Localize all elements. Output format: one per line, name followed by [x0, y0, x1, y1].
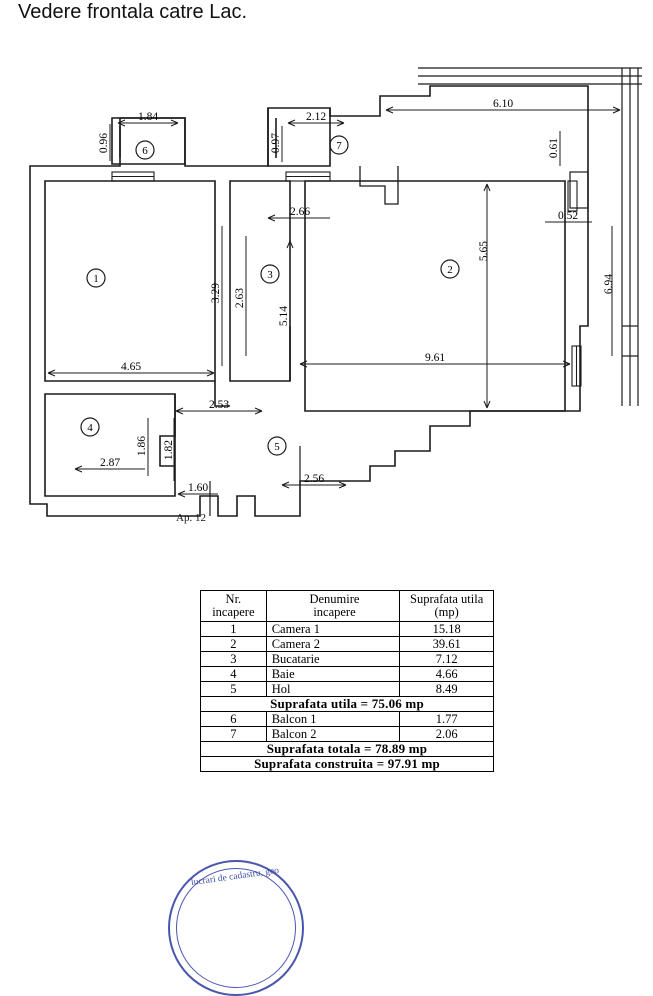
- svg-text:1.60: 1.60: [187, 482, 209, 494]
- table-row: 7 Balcon 2 2.06: [201, 727, 494, 742]
- svg-text:5.14: 5.14: [278, 305, 290, 327]
- svg-text:2: 2: [447, 264, 453, 276]
- page-title: Vedere frontala catre Lac.: [18, 1, 248, 23]
- subtotal-row: Suprafata utila = 75.06 mp: [201, 697, 494, 712]
- apartment-label: Ap. 12: [176, 512, 206, 524]
- svg-text:6.10: 6.10: [492, 98, 514, 110]
- svg-text:3.29: 3.29: [210, 282, 222, 304]
- svg-text:1.82: 1.82: [163, 439, 175, 461]
- table-row: 5 Hol 8.49: [201, 682, 494, 697]
- svg-text:6: 6: [142, 145, 148, 157]
- table-row: 3 Bucatarie 7.12: [201, 652, 494, 667]
- total-row: Suprafata totala = 78.89 mp: [201, 742, 494, 757]
- svg-text:1.84: 1.84: [137, 111, 159, 123]
- svg-text:9.61: 9.61: [424, 352, 446, 364]
- svg-text:0.61: 0.61: [548, 137, 560, 159]
- table-row: 6 Balcon 1 1.77: [201, 712, 494, 727]
- svg-text:4.65: 4.65: [120, 361, 142, 373]
- table-header-row: [201, 591, 494, 622]
- table-row: 4 Baie 4.66: [201, 667, 494, 682]
- built-area-row: Suprafata construita = 97.91 mp: [201, 757, 494, 772]
- header-suprafata: Suprafata utila (mp): [400, 591, 494, 622]
- table-row: 2 Camera 2 39.61: [201, 637, 494, 652]
- svg-text:0.96: 0.96: [98, 132, 110, 154]
- svg-text:0.97: 0.97: [270, 132, 282, 154]
- svg-text:1.86: 1.86: [136, 435, 148, 457]
- svg-text:4: 4: [87, 422, 93, 434]
- svg-text:2.87: 2.87: [99, 457, 121, 469]
- floor-plan-drawing: [0, 26, 653, 526]
- svg-text:0.52: 0.52: [557, 210, 579, 222]
- header-nr: Nr. incapere: [201, 591, 267, 622]
- header-denumire: Denumire incapere: [266, 591, 400, 622]
- cadastral-stamp-text: lucrari de cadastru, geo: [190, 865, 280, 889]
- svg-text:7: 7: [336, 140, 342, 152]
- svg-text:2.56: 2.56: [303, 473, 325, 485]
- svg-text:2.63: 2.63: [234, 287, 246, 309]
- svg-text:6.94: 6.94: [603, 273, 615, 295]
- svg-text:2.66: 2.66: [289, 206, 311, 218]
- area-table: [200, 590, 494, 772]
- svg-text:1: 1: [93, 273, 99, 285]
- svg-text:2.53: 2.53: [208, 399, 230, 411]
- svg-text:3: 3: [267, 269, 273, 281]
- svg-text:5: 5: [274, 441, 280, 453]
- svg-text:2.12: 2.12: [305, 111, 327, 123]
- svg-text:5.65: 5.65: [478, 240, 490, 262]
- area-table-wrapper: [200, 590, 494, 772]
- table-row: 1 Camera 1 15.18: [201, 622, 494, 637]
